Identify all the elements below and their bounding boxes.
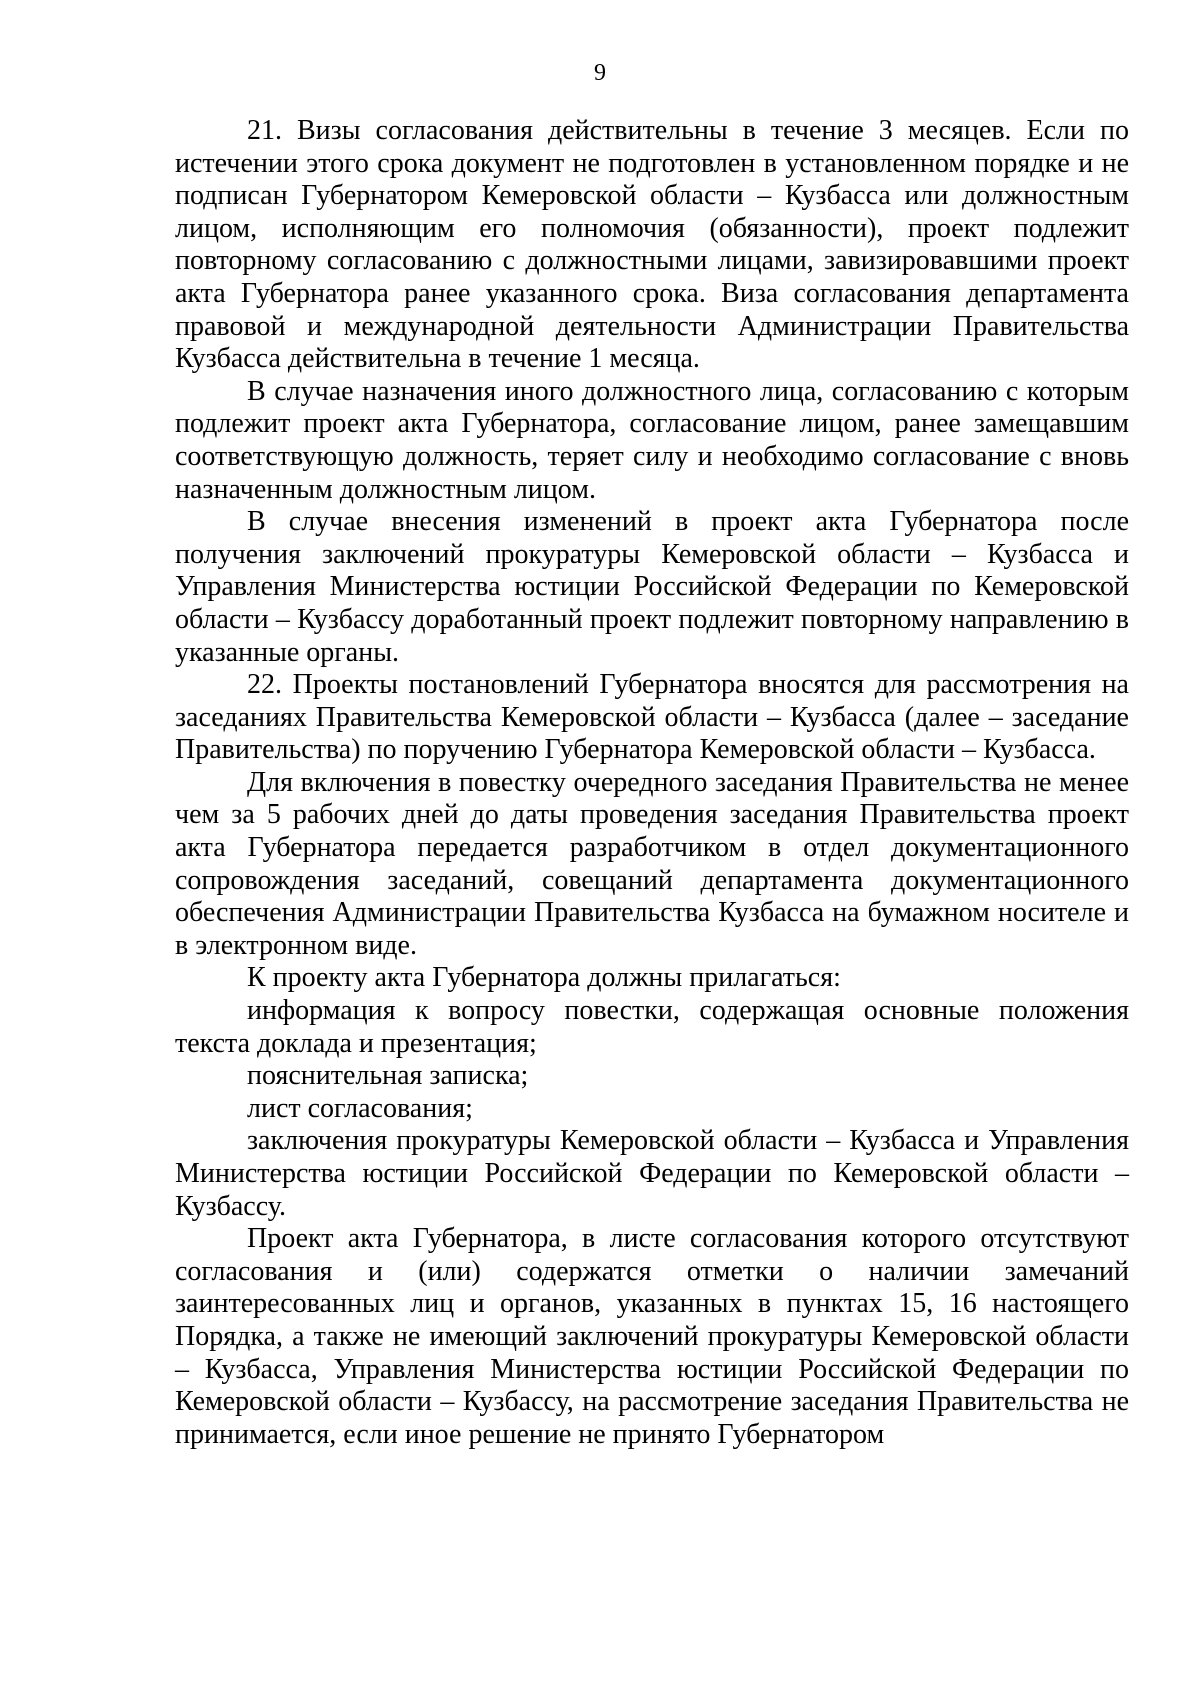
list-item-approval-sheet: лист согласования;	[247, 1092, 473, 1124]
paragraph-21-visa-validity: 21. Визы согласования действительны в течение 3 месяцев. Если по истечении этого срока документ не подготовлен в установленном порядке и не подписан Губернатором Кемеровской области – Кузбасса или должностным лицом, исполняющим его полномочия (обязанности), проект подлежит повторному согласованию с должностными лицами, завизировавшими проект акта Губернатора ранее указанного срока. Виза согласования департамента правовой и международной деятельности Администрации Правительства Кузбасса действительна в течение 1 месяца.	[175, 115, 1129, 375]
document-body	[175, 115, 1129, 1451]
page-number: 9	[594, 60, 606, 86]
paragraph-changes-resubmission: В случае внесения изменений в проект акта Губернатора после получения заключений прокуратуры Кемеровской области – Кузбасса и Управления Министерства юстиции Российской Федерации по Кемеровской области – Кузбассу доработанный проект подлежит повторному направлению в указанные органы.	[175, 506, 1129, 668]
paragraph-attachments-intro: К проекту акта Губернатора должны прилагаться:	[247, 962, 841, 994]
paragraph-rejection-conditions: Проект акта Губернатора, в листе согласования которого отсутствуют согласования и (или) содержатся отметки о наличии замечаний заинтересованных лиц и органов, указанных в пунктах 15, 16 настоящего Порядка, а также не имеющий заключений прокуратуры Кемеровской области – Кузбасса, Управления Министерства юстиции Российской Федерации по Кемеровской области – Кузбассу, на рассмотрение заседания Правительства не принимается, если иное решение не принято Губернатором	[175, 1223, 1129, 1450]
paragraph-22-government-meetings: 22. Проекты постановлений Губернатора вносятся для рассмотрения на заседаниях Правительства Кемеровской области – Кузбасса (далее – заседание Правительства) по поручению Губернатора Кемеровской области – Кузбасса.	[175, 669, 1129, 766]
paragraph-agenda-inclusion: Для включения в повестку очередного заседания Правительства не менее чем за 5 рабочих дней до даты проведения заседания Правительства проект акта Губернатора передается разработчиком в отдел документационного сопровождения заседаний, совещаний департамента документационного обеспечения Администрации Правительства Кузбасса на бумажном носителе и в электронном виде.	[175, 766, 1129, 961]
list-item-agenda-info: информация к вопросу повестки, содержащая основные положения текста доклада и презентация;	[175, 995, 1129, 1059]
paragraph-new-official-approval: В случае назначения иного должностного лица, согласованию с которым подлежит проект акта Губернатора, согласование лицом, ранее замещавшим соответствующую должность, теряет силу и необходимо согласование с вновь назначенным должностным лицом.	[175, 375, 1129, 505]
list-item-conclusions: заключения прокуратуры Кемеровской области – Кузбасса и Управления Министерства юстиции Российской Федерации по Кемеровской области – Кузбассу.	[175, 1125, 1129, 1222]
list-item-explanatory-note: пояснительная записка;	[247, 1060, 529, 1092]
